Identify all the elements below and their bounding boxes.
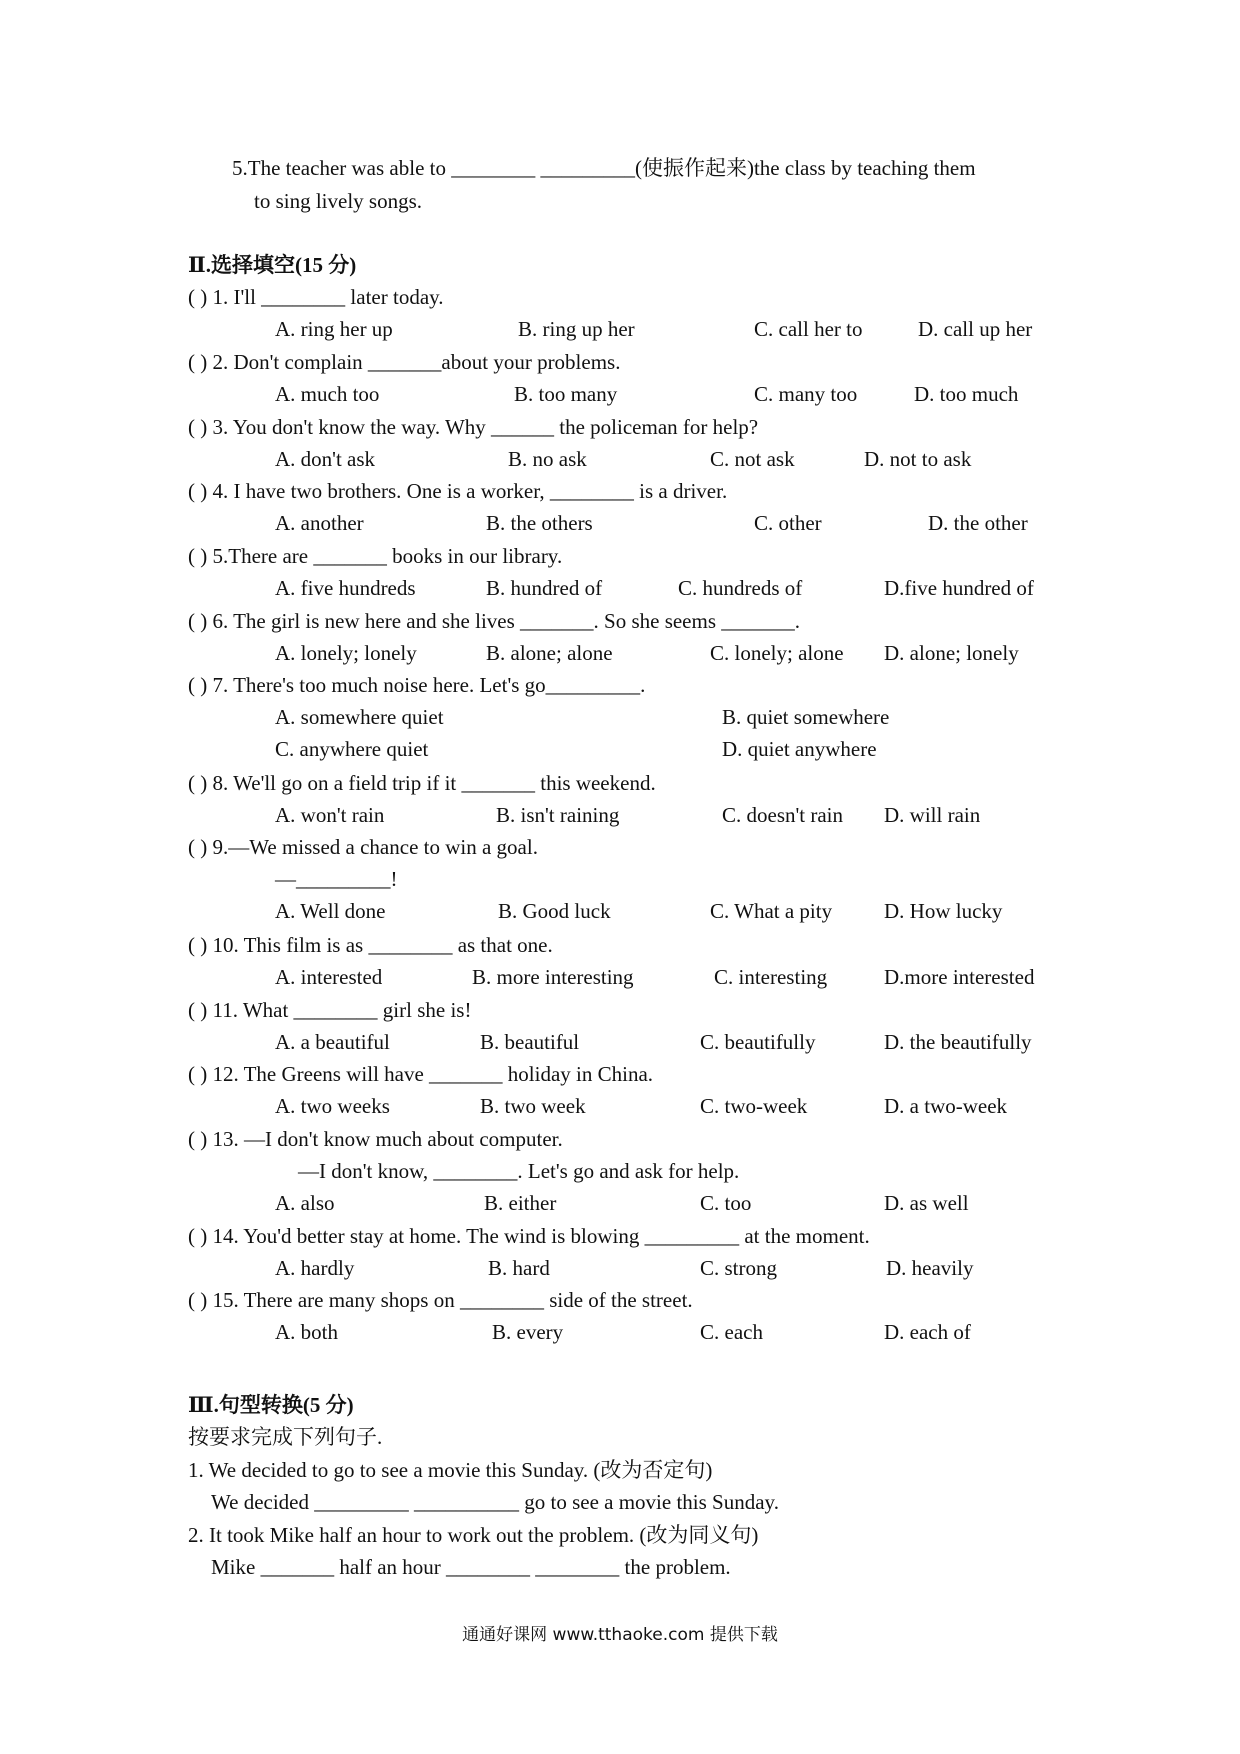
question-6-stem: ( ) 6. The girl is new here and she lives _______. So she seems _______. <box>188 609 801 633</box>
question-1-option-c: C. call her to <box>754 317 863 341</box>
question-15-option-d: D. each of <box>884 1320 971 1344</box>
question-8-option-b: B. isn't raining <box>496 803 620 827</box>
question-1-option-b: B. ring up her <box>518 317 635 341</box>
question-3-option-b: B. no ask <box>508 447 587 471</box>
question-3-option-c: C. not ask <box>710 447 795 471</box>
question-1-stem: ( ) 1. I'll ________ later today. <box>188 285 444 309</box>
question-9-option-b: B. Good luck <box>498 899 611 923</box>
question-4-stem: ( ) 4. I have two brothers. One is a worker, ________ is a driver. <box>188 479 728 503</box>
question-14-option-c: C. strong <box>700 1256 778 1280</box>
question-2-option-d: D. too much <box>914 382 1019 406</box>
question-4-option-a: A. another <box>275 511 364 535</box>
question-9-option-c: C. What a pity <box>710 899 833 923</box>
question-9-option-a: A. Well done <box>275 899 386 923</box>
question-4-option-b: B. the others <box>486 511 593 535</box>
question-5-option-a: A. five hundreds <box>275 576 416 600</box>
question-10-option-d: D.more interested <box>884 965 1035 989</box>
question-10-option-c: C. interesting <box>714 965 828 989</box>
fill-in-question-5-line1: 5.The teacher was able to ________ _________(使振作起来)the class by teaching them <box>232 156 976 180</box>
question-2-stem: ( ) 2. Don't complain _______about your problems. <box>188 350 621 374</box>
question-8-option-c: C. doesn't rain <box>722 803 844 827</box>
question-13-stem: ( ) 13. —I don't know much about computer. <box>188 1127 563 1151</box>
transform-answer-1: We decided _________ __________ go to see a movie this Sunday. <box>211 1490 779 1514</box>
question-9-stem: ( ) 9.—We missed a chance to win a goal. <box>188 835 538 859</box>
question-5-option-c: C. hundreds of <box>678 576 803 600</box>
transform-answer-2: Mike _______ half an hour ________ ________ the problem. <box>211 1555 731 1579</box>
question-13-option-c: C. too <box>700 1191 752 1215</box>
question-11-option-c: C. beautifully <box>700 1030 816 1054</box>
question-12-option-c: C. two-week <box>700 1094 808 1118</box>
question-5-stem: ( ) 5.There are _______ books in our library. <box>188 544 563 568</box>
question-13-option-d: D. as well <box>884 1191 969 1215</box>
question-12-stem: ( ) 12. The Greens will have _______ holiday in China. <box>188 1062 654 1086</box>
question-13-stem-reply: —I don't know, ________. Let's go and ask for help. <box>298 1159 740 1183</box>
question-14-option-d: D. heavily <box>886 1256 974 1280</box>
question-5-option-d: D.five hundred of <box>884 576 1034 600</box>
question-1-option-d: D. call up her <box>918 317 1033 341</box>
question-14-option-b: B. hard <box>488 1256 550 1280</box>
section-2-heading: Ⅱ.选择填空(15 分) <box>188 253 357 277</box>
question-6-option-a: A. lonely; lonely <box>275 641 417 665</box>
question-15-option-c: C. each <box>700 1320 763 1344</box>
question-9-option-d: D. How lucky <box>884 899 1003 923</box>
question-9-stem-reply: —_________! <box>275 867 398 891</box>
question-8-option-a: A. won't rain <box>275 803 385 827</box>
transform-question-2: 2. It took Mike half an hour to work out the problem. (改为同义句) <box>188 1523 759 1547</box>
question-7-option-d: D. quiet anywhere <box>722 737 877 761</box>
question-7-option-b: B. quiet somewhere <box>722 705 890 729</box>
question-10-stem: ( ) 10. This film is as ________ as that one. <box>188 933 553 957</box>
question-14-option-a: A. hardly <box>275 1256 355 1280</box>
question-2-option-a: A. much too <box>275 382 380 406</box>
question-11-option-d: D. the beautifully <box>884 1030 1032 1054</box>
question-12-option-b: B. two week <box>480 1094 586 1118</box>
question-11-option-a: A. a beautiful <box>275 1030 390 1054</box>
question-15-option-b: B. every <box>492 1320 564 1344</box>
question-3-stem: ( ) 3. You don't know the way. Why ______ the policeman for help? <box>188 415 759 439</box>
question-12-option-a: A. two weeks <box>275 1094 390 1118</box>
fill-in-question-5-line2: to sing lively songs. <box>254 189 423 213</box>
question-10-option-b: B. more interesting <box>472 965 634 989</box>
question-1-option-a: A. ring her up <box>275 317 393 341</box>
footer-text: 通通好课网 www.tthaoke.com 提供下载 <box>462 1625 778 1645</box>
question-5-option-b: B. hundred of <box>486 576 603 600</box>
question-11-option-b: B. beautiful <box>480 1030 580 1054</box>
question-15-stem: ( ) 15. There are many shops on ________ side of the street. <box>188 1288 693 1312</box>
section-3-heading: Ⅲ.句型转换(5 分) <box>188 1393 354 1417</box>
question-11-stem: ( ) 11. What ________ girl she is! <box>188 998 472 1022</box>
question-13-option-b: B. either <box>484 1191 557 1215</box>
question-15-option-a: A. both <box>275 1320 338 1344</box>
question-3-option-a: A. don't ask <box>275 447 376 471</box>
question-6-option-c: C. lonely; alone <box>710 641 844 665</box>
question-14-stem: ( ) 14. You'd better stay at home. The wind is blowing _________ at the moment. <box>188 1224 870 1248</box>
question-2-option-b: B. too many <box>514 382 618 406</box>
question-10-option-a: A. interested <box>275 965 383 989</box>
question-8-option-d: D. will rain <box>884 803 981 827</box>
question-4-option-d: D. the other <box>928 511 1028 535</box>
transform-question-1: 1. We decided to go to see a movie this Sunday. (改为否定句) <box>188 1458 713 1482</box>
question-12-option-d: D. a two-week <box>884 1094 1008 1118</box>
question-13-option-a: A. also <box>275 1191 335 1215</box>
question-6-option-b: B. alone; alone <box>486 641 613 665</box>
section-3-instruction: 按要求完成下列句子. <box>188 1425 383 1449</box>
question-4-option-c: C. other <box>754 511 822 535</box>
question-7-stem: ( ) 7. There's too much noise here. Let's go_________. <box>188 673 646 697</box>
question-6-option-d: D. alone; lonely <box>884 641 1019 665</box>
question-2-option-c: C. many too <box>754 382 858 406</box>
question-7-option-c: C. anywhere quiet <box>275 737 429 761</box>
question-7-option-a: A. somewhere quiet <box>275 705 444 729</box>
question-3-option-d: D. not to ask <box>864 447 972 471</box>
question-8-stem: ( ) 8. We'll go on a field trip if it _______ this weekend. <box>188 771 656 795</box>
